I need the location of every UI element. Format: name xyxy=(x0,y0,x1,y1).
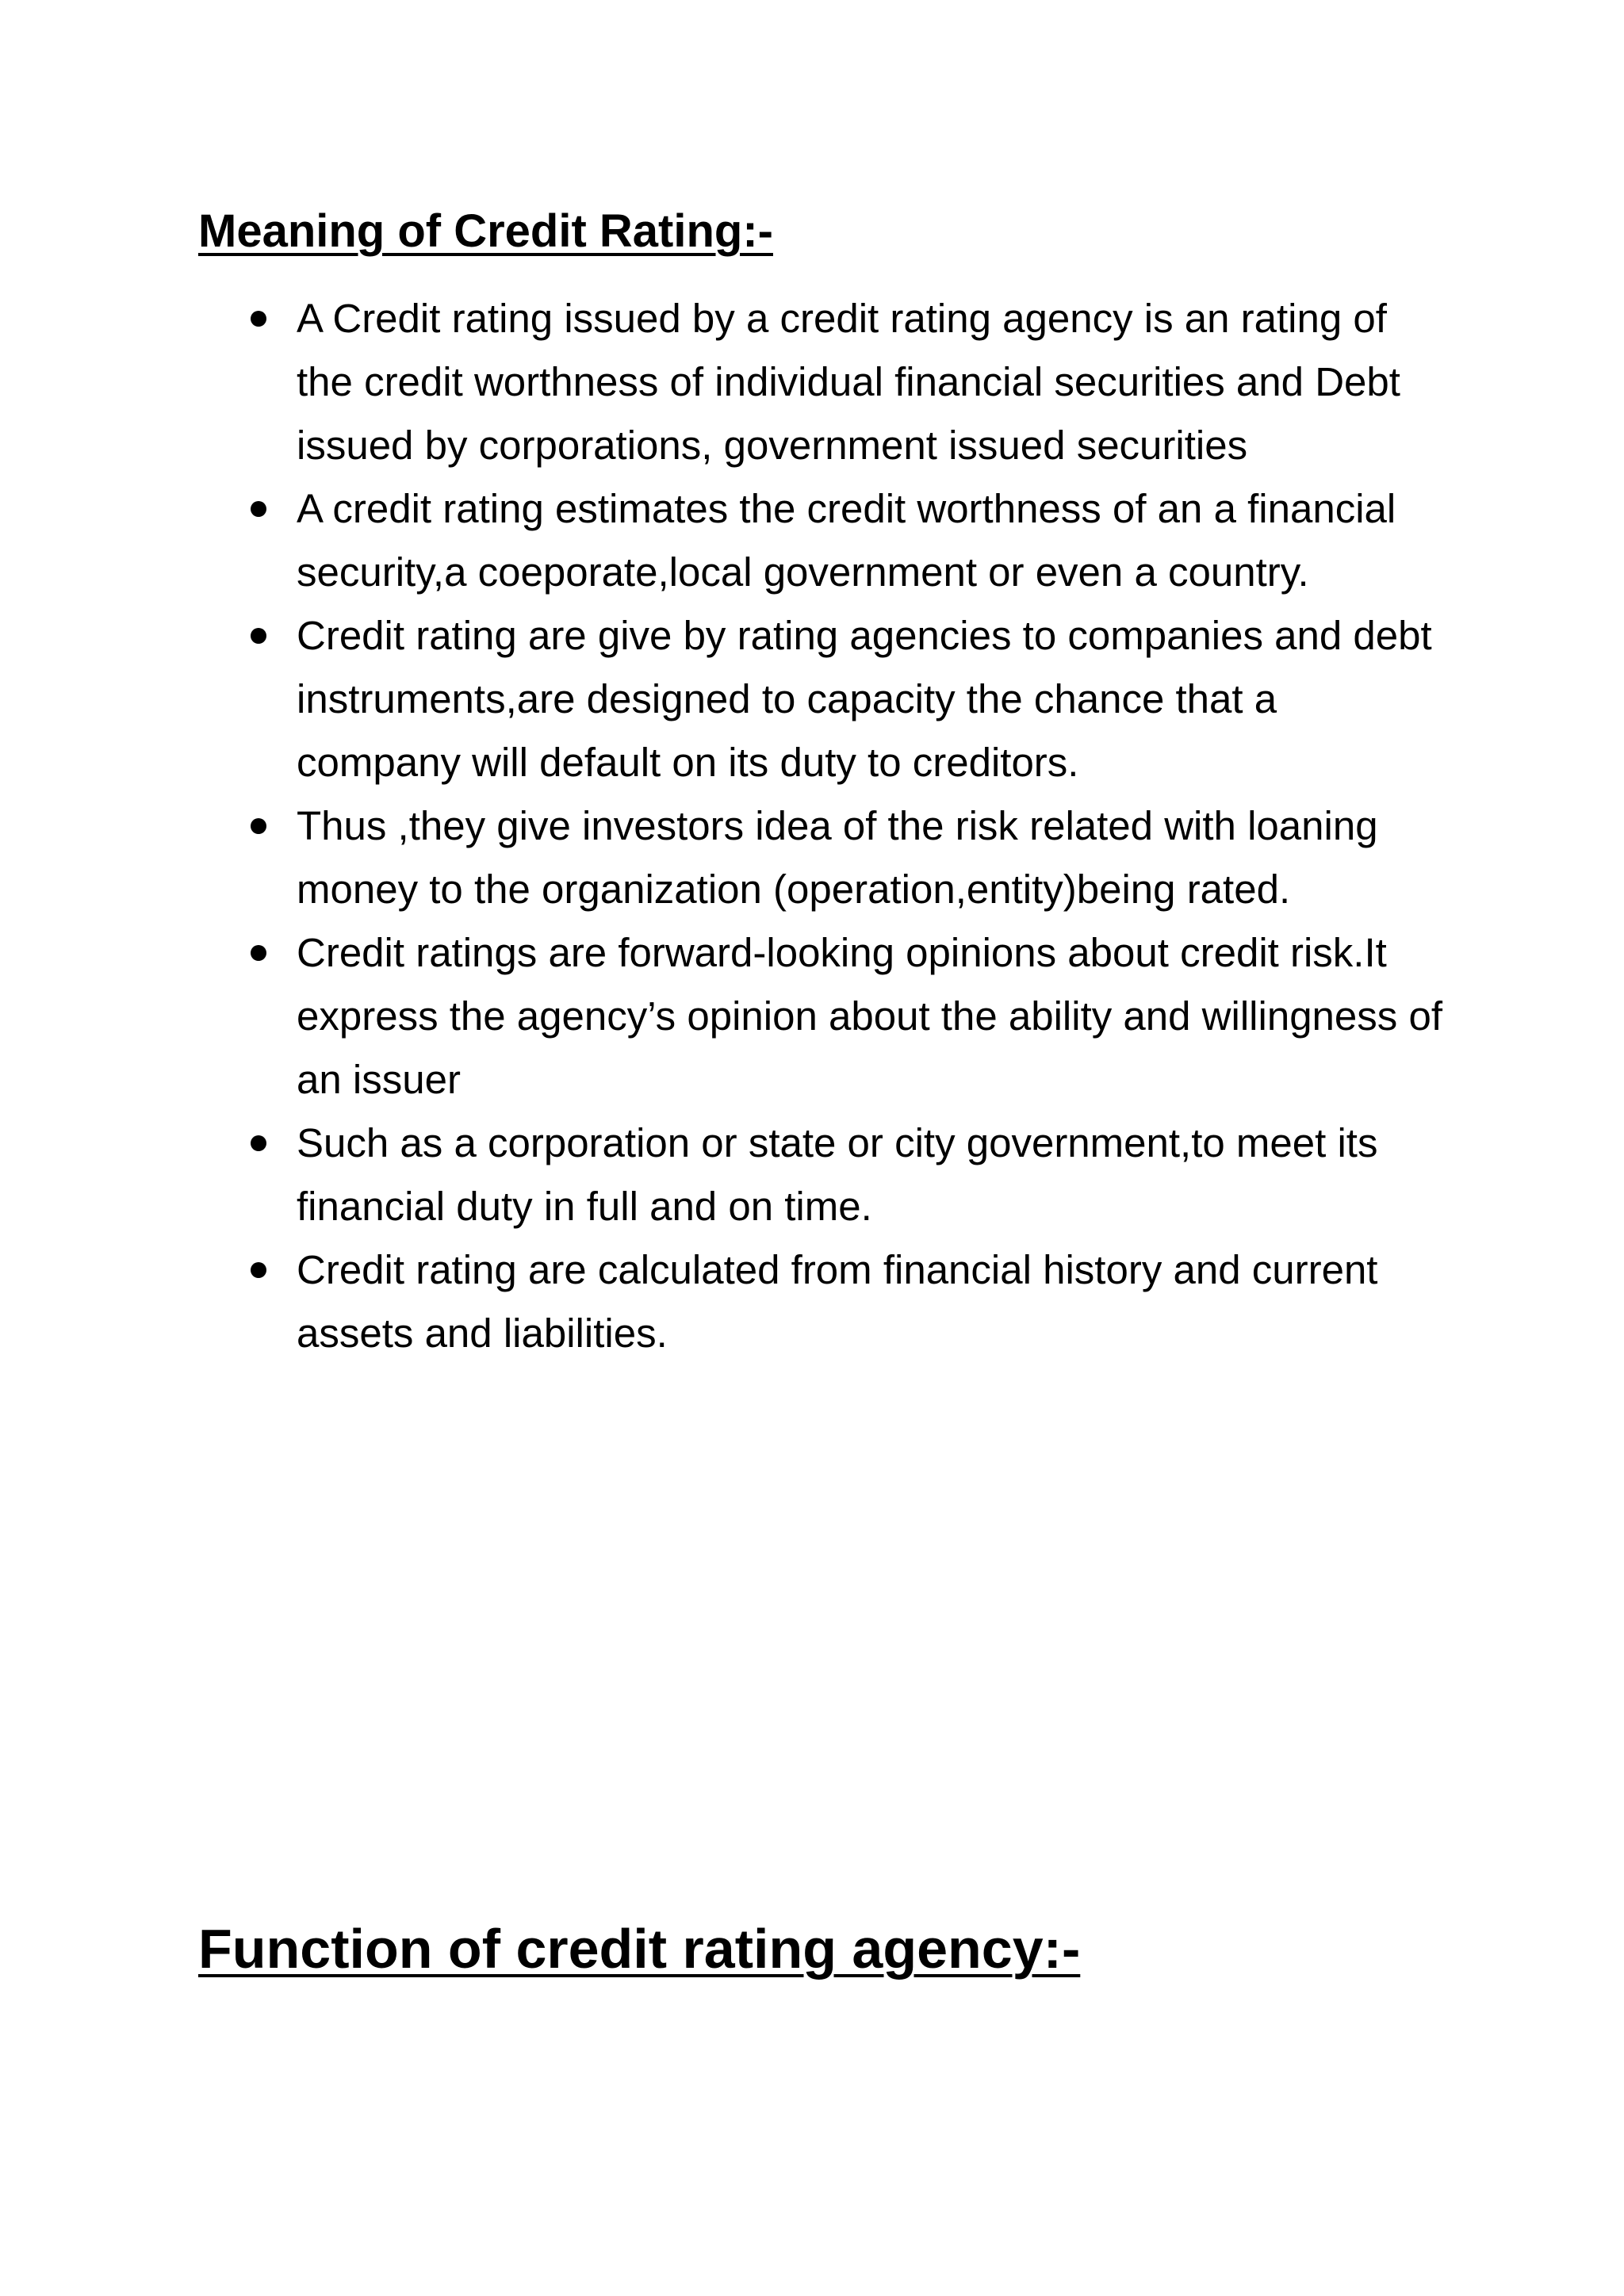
bullet-item xyxy=(246,1238,1451,1365)
bullet-icon xyxy=(251,1262,266,1278)
bullet-text: Credit rating are calculated from financial history and current assets and liabilities. xyxy=(297,1247,1378,1356)
bullet-text: Credit rating are give by rating agencies to companies and debt instruments,are designed to capacity the chance that a company will default on its duty to creditors. xyxy=(297,613,1432,785)
bullet-icon xyxy=(251,628,266,644)
bullet-icon xyxy=(251,1135,266,1151)
bullet-text: Thus ,they give investors idea of the risk related with loaning money to the organization (operation,entity)being rated. xyxy=(297,803,1378,912)
bullet-item xyxy=(246,921,1451,1112)
bullet-item xyxy=(246,1112,1451,1238)
bullet-icon xyxy=(251,945,266,961)
bullet-icon xyxy=(251,501,266,517)
bullet-list xyxy=(246,287,1451,1365)
bullet-icon xyxy=(251,311,266,327)
bullet-text: Credit ratings are forward-looking opinions about credit risk.It express the agency’s opinion about the ability and willingness of an issuer xyxy=(297,930,1442,1102)
bullet-item xyxy=(246,794,1451,921)
bullet-item xyxy=(246,477,1451,604)
bullet-text: A Credit rating issued by a credit rating agency is an rating of the credit worthness of individual financial securities and Debt issued by corporations, government issued securities xyxy=(297,296,1400,468)
bullet-item xyxy=(246,287,1451,477)
bullet-text: Such as a corporation or state or city government,to meet its financial duty in full and on time. xyxy=(297,1120,1378,1229)
bullet-item xyxy=(246,604,1451,794)
section-title-meaning: Meaning of Credit Rating:- xyxy=(198,205,773,257)
bullet-icon xyxy=(251,818,266,834)
bullet-text: A credit rating estimates the credit worthness of an a financial security,a coeporate,local government or even a country. xyxy=(297,486,1396,595)
section-title-function: Function of credit rating agency:- xyxy=(198,1918,1081,1980)
